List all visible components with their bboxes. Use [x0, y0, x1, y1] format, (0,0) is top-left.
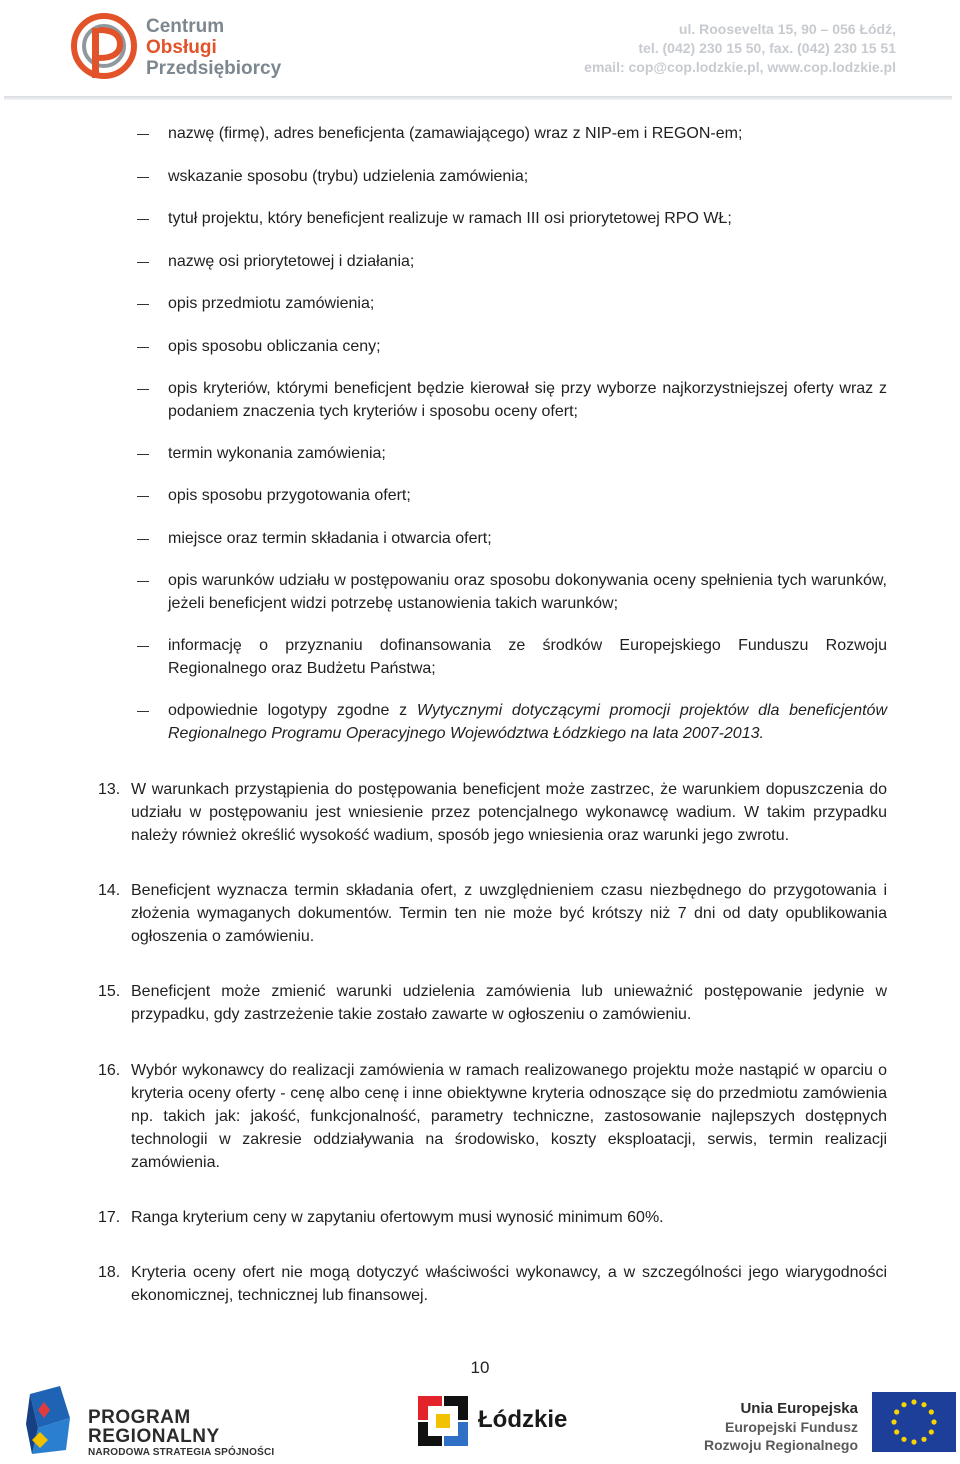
eu-star: [894, 1409, 899, 1414]
list-item: nazwę (firmę), adres beneficjenta (zamawiającego) wraz z NIP-em i REGON-em;: [168, 125, 743, 142]
cop-logo-icon: [70, 8, 140, 82]
eu-line3: Rozwoju Regionalnego: [704, 1437, 858, 1453]
dash-bullet: [137, 496, 149, 497]
list-item: wskazanie sposobu (trybu) udzielenia zamówienia;: [168, 168, 529, 185]
numbered-item-16: [98, 1059, 887, 1174]
numbered-item-13: [98, 778, 887, 847]
dash-bullet: [137, 134, 149, 135]
contact-email[interactable]: email: cop@cop.lodzkie.pl, www.cop.lodzkie.pl: [584, 59, 896, 75]
logo-line-centrum: Centrum: [146, 16, 225, 37]
eu-star: [901, 1402, 906, 1407]
program-line1: PROGRAM: [88, 1407, 191, 1428]
list-item: opis przedmiotu zamówienia;: [168, 295, 375, 312]
item-number: 13.: [98, 781, 121, 798]
dash-bullet: [137, 304, 149, 305]
item-text: Beneficjent może zmienić warunki udzielenia zamówienia lub unieważnić postępowanie jedynie w przypadku, gdy zastrzeżenie takie zostało zawarte w ogłoszeniu o zamówieniu.: [131, 983, 887, 1023]
dash-bullet: [137, 581, 149, 582]
lodzkie-logo-icon: [418, 1396, 468, 1446]
eu-flag-icon: [872, 1392, 956, 1452]
eu-star: [911, 1439, 916, 1444]
logotypes-lead: odpowiednie logotypy zgodne z: [168, 702, 417, 719]
numbered-item-18: [98, 1261, 887, 1307]
guidelines-title: Wytycznymi dotyczącymi promocji projektów dla beneficjentów Regionalnego Programu Operacyjnego Województwa Łódzkiego na lata 2007-2013.: [168, 702, 887, 742]
numbered-item-17: [98, 1206, 887, 1229]
eu-star: [891, 1419, 896, 1424]
list-item: termin wykonania zamówienia;: [168, 445, 386, 462]
eu-fund-text: [704, 1400, 858, 1454]
eu-line2: Europejski Fundusz: [724, 1419, 858, 1435]
eu-star: [911, 1399, 916, 1404]
item-text: Kryteria oceny ofert nie mogą dotyczyć właściwości wykonawcy, a w szczególności jego wiarygodności ekonomicznej, technicznej lub finansowej.: [131, 1264, 887, 1304]
logo-line-obslugi: Obsługi: [146, 37, 217, 58]
item-number: 16.: [98, 1062, 121, 1079]
list-item: nazwę osi priorytetowej i działania;: [168, 253, 415, 270]
item-text: W warunkach przystąpienia do postępowania beneficjent może zastrzec, że warunkiem dopuszczenia do udziału w postępowaniu jest wniesienie przez potencjalnego wykonawcę wadium. W takim przypadku należy również określić wysokość wadium, sposób jego wniesienia oraz warunki jego zwrotu.: [131, 781, 887, 844]
item-text: Beneficjent wyznacza termin składania ofert, z uwzględnieniem czasu niezbędnego do przygotowania i złożenia wymaganych dokumentów. Termin ten nie może być krótszy niż 7 dni od daty opublikowania ogłoszenia o zamówieniu.: [131, 882, 887, 945]
numbered-item-15: [98, 980, 887, 1026]
numbered-item-14: [98, 879, 887, 948]
dash-bullet: [137, 347, 149, 348]
item-text: Wybór wykonawcy do realizacji zamówienia w ramach realizowanego projektu może nastąpić w oparciu o kryteria oceny oferty - cenę albo cenę i inne obiektywne kryteria odnoszące się do przedmiotu zamówienia np. takich jak: jakość, funkcjonalność, parametry techniczne, zastosowanie najlepszych dostępnych technologii w zakresie oddziaływania na środowisko, koszty eksploatacji, serwis, termin realizacji zamówienia.: [131, 1062, 887, 1171]
item-number: 17.: [98, 1209, 121, 1226]
contact-info: [584, 20, 896, 77]
list-item: opis warunków udziału w postępowaniu oraz sposobu dokonywania oceny spełnienia tych warunków, jeżeli beneficjent widzi potrzebę ustanowienia takich warunków;: [168, 572, 887, 612]
list-item: opis sposobu obliczania ceny;: [168, 338, 381, 355]
list-item: miejsce oraz termin składania i otwarcia ofert;: [168, 530, 492, 547]
page-number: 10: [470, 1358, 490, 1377]
eu-star: [931, 1419, 936, 1424]
dash-bullet: [137, 219, 149, 220]
program-line2: REGIONALNY: [88, 1426, 220, 1447]
logo-line-przedsiebiorcy: Przedsiębiorcy: [146, 58, 282, 79]
list-item: opis sposobu przygotowania ofert;: [168, 487, 411, 504]
eu-star: [921, 1402, 926, 1407]
eu-star: [921, 1437, 926, 1442]
dash-bullet: [137, 262, 149, 263]
dash-bullet: [137, 646, 149, 647]
program-line3: NARODOWA STRATEGIA SPÓJNOŚCI: [88, 1447, 275, 1458]
cop-logo-text: [146, 16, 281, 79]
dash-bullet: [137, 177, 149, 178]
contact-phone: tel. (042) 230 15 50, fax. (042) 230 15 51: [638, 40, 896, 56]
program-regionalny-text: [88, 1408, 274, 1460]
list-item: opis kryteriów, którymi beneficjent będzie kierował się przy wyborze najkorzystniejszej oferty wraz z podaniem znaczenia tych kryteriów i sposobu oceny ofert;: [168, 380, 887, 420]
item-number: 14.: [98, 882, 121, 899]
eu-star: [929, 1409, 934, 1414]
eu-star: [929, 1429, 934, 1434]
dash-bullet: [137, 454, 149, 455]
eu-star: [901, 1437, 906, 1442]
list-item-logotypes: [168, 700, 887, 745]
item-text: Ranga kryterium ceny w zapytaniu ofertowym musi wynosić minimum 60%.: [131, 1209, 664, 1226]
program-regionalny-logo-icon: [26, 1384, 74, 1456]
list-item: tytuł projektu, który beneficjent realizuje w ramach III osi priorytetowej RPO WŁ;: [168, 210, 732, 227]
dash-bullet: [137, 539, 149, 540]
contact-address: ul. Roosevelta 15, 90 – 056 Łódź,: [678, 21, 896, 37]
header-divider: [4, 96, 952, 100]
list-item: informację o przyznaniu dofinansowania ze środków Europejskiego Funduszu Rozwoju Regionalnego oraz Budżetu Państwa;: [168, 637, 887, 677]
eu-star: [894, 1429, 899, 1434]
dash-bullet: [137, 389, 149, 390]
document-footer: [0, 1380, 960, 1464]
document-header: [0, 0, 960, 100]
dash-bullet: [137, 711, 149, 712]
lodzkie-text: Łódzkie: [478, 1406, 568, 1433]
item-number: 18.: [98, 1264, 121, 1281]
item-number: 15.: [98, 983, 121, 1000]
eu-line1: Unia Europejska: [740, 1400, 858, 1417]
